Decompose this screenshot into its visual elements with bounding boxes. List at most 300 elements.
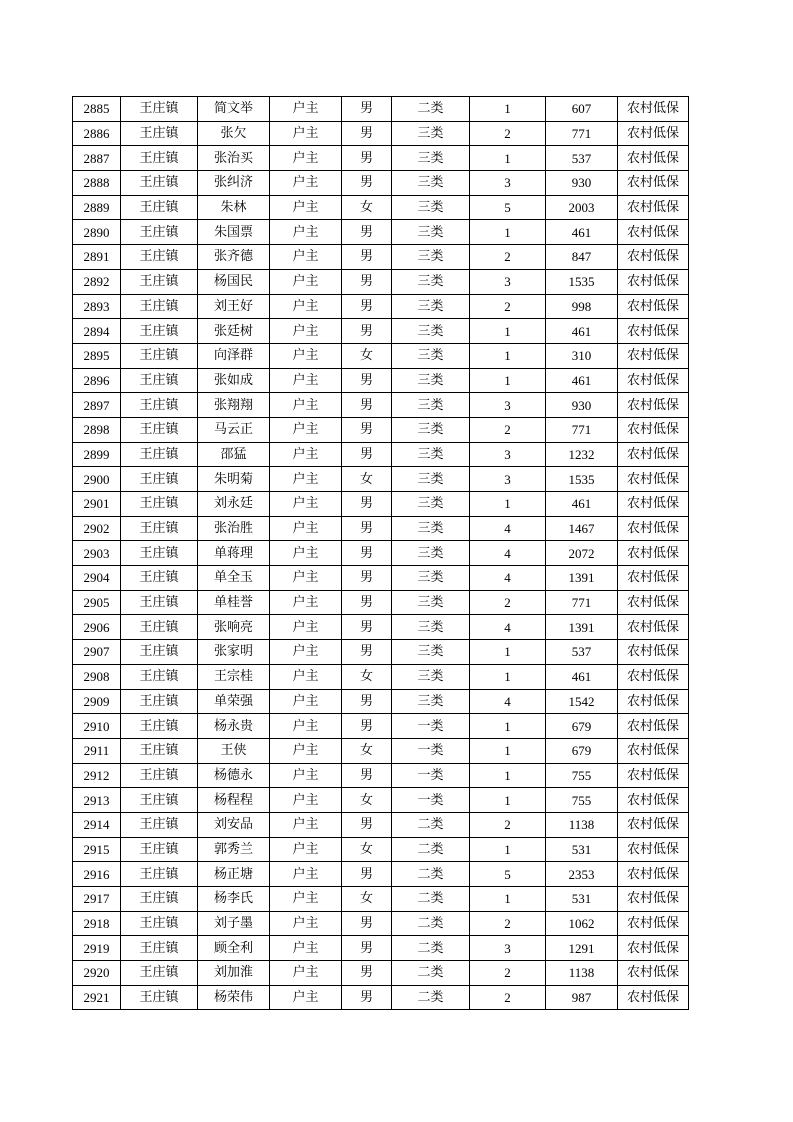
cell-program: 农村低保	[618, 368, 689, 393]
cell-amount: 1138	[546, 961, 618, 986]
table-row	[73, 689, 689, 714]
table-row	[73, 442, 689, 467]
cell-town: 王庄镇	[121, 936, 198, 961]
table-row	[73, 566, 689, 591]
cell-name: 杨李氏	[198, 887, 270, 912]
cell-household-size: 5	[470, 195, 546, 220]
cell-record-number: 2906	[73, 615, 121, 640]
cell-amount: 1542	[546, 689, 618, 714]
cell-name: 刘王好	[198, 294, 270, 319]
cell-amount: 1467	[546, 516, 618, 541]
cell-name: 杨永贵	[198, 714, 270, 739]
table-row	[73, 220, 689, 245]
cell-category: 三类	[392, 615, 470, 640]
cell-record-number: 2916	[73, 862, 121, 887]
cell-category: 二类	[392, 936, 470, 961]
cell-name: 张治买	[198, 146, 270, 171]
cell-program: 农村低保	[618, 640, 689, 665]
cell-town: 王庄镇	[121, 985, 198, 1010]
cell-category: 三类	[392, 541, 470, 566]
cell-record-number: 2896	[73, 368, 121, 393]
cell-name: 王侠	[198, 738, 270, 763]
cell-amount: 1391	[546, 566, 618, 591]
cell-household-size: 1	[470, 837, 546, 862]
cell-amount: 461	[546, 492, 618, 517]
cell-program: 农村低保	[618, 516, 689, 541]
table-row	[73, 738, 689, 763]
cell-gender: 男	[342, 936, 392, 961]
cell-amount: 2072	[546, 541, 618, 566]
cell-program: 农村低保	[618, 961, 689, 986]
cell-relation: 户主	[270, 121, 342, 146]
cell-amount: 537	[546, 146, 618, 171]
cell-relation: 户主	[270, 862, 342, 887]
cell-relation: 户主	[270, 442, 342, 467]
cell-amount: 930	[546, 393, 618, 418]
cell-program: 农村低保	[618, 195, 689, 220]
cell-category: 二类	[392, 812, 470, 837]
table-row	[73, 788, 689, 813]
cell-gender: 男	[342, 319, 392, 344]
cell-household-size: 1	[470, 220, 546, 245]
cell-town: 王庄镇	[121, 788, 198, 813]
table-row	[73, 195, 689, 220]
cell-town: 王庄镇	[121, 269, 198, 294]
cell-program: 农村低保	[618, 887, 689, 912]
cell-household-size: 1	[470, 640, 546, 665]
table-row	[73, 837, 689, 862]
cell-town: 王庄镇	[121, 417, 198, 442]
cell-gender: 男	[342, 393, 392, 418]
cell-gender: 男	[342, 862, 392, 887]
table-row	[73, 492, 689, 517]
cell-amount: 461	[546, 664, 618, 689]
cell-town: 王庄镇	[121, 492, 198, 517]
table-row	[73, 97, 689, 122]
cell-program: 农村低保	[618, 393, 689, 418]
cell-town: 王庄镇	[121, 220, 198, 245]
cell-household-size: 1	[470, 788, 546, 813]
table-row	[73, 763, 689, 788]
cell-town: 王庄镇	[121, 467, 198, 492]
cell-gender: 男	[342, 590, 392, 615]
cell-category: 三类	[392, 121, 470, 146]
table-row	[73, 615, 689, 640]
cell-amount: 771	[546, 417, 618, 442]
cell-program: 农村低保	[618, 714, 689, 739]
cell-name: 朱林	[198, 195, 270, 220]
cell-town: 王庄镇	[121, 590, 198, 615]
cell-household-size: 1	[470, 664, 546, 689]
cell-relation: 户主	[270, 936, 342, 961]
cell-household-size: 2	[470, 121, 546, 146]
cell-relation: 户主	[270, 763, 342, 788]
cell-relation: 户主	[270, 294, 342, 319]
cell-name: 张家明	[198, 640, 270, 665]
cell-amount: 607	[546, 97, 618, 122]
cell-household-size: 2	[470, 812, 546, 837]
cell-amount: 930	[546, 171, 618, 196]
cell-program: 农村低保	[618, 171, 689, 196]
cell-relation: 户主	[270, 146, 342, 171]
cell-relation: 户主	[270, 343, 342, 368]
cell-category: 三类	[392, 664, 470, 689]
cell-record-number: 2909	[73, 689, 121, 714]
cell-relation: 户主	[270, 738, 342, 763]
cell-relation: 户主	[270, 812, 342, 837]
cell-record-number: 2887	[73, 146, 121, 171]
cell-gender: 男	[342, 812, 392, 837]
cell-program: 农村低保	[618, 689, 689, 714]
cell-town: 王庄镇	[121, 343, 198, 368]
cell-relation: 户主	[270, 417, 342, 442]
cell-relation: 户主	[270, 714, 342, 739]
cell-category: 三类	[392, 245, 470, 270]
cell-category: 三类	[392, 442, 470, 467]
cell-gender: 男	[342, 368, 392, 393]
cell-record-number: 2918	[73, 911, 121, 936]
cell-name: 单全玉	[198, 566, 270, 591]
cell-household-size: 3	[470, 936, 546, 961]
cell-name: 单蒋理	[198, 541, 270, 566]
cell-program: 农村低保	[618, 146, 689, 171]
cell-gender: 男	[342, 97, 392, 122]
cell-category: 三类	[392, 269, 470, 294]
cell-category: 三类	[392, 294, 470, 319]
cell-program: 农村低保	[618, 467, 689, 492]
cell-record-number: 2907	[73, 640, 121, 665]
cell-program: 农村低保	[618, 319, 689, 344]
cell-gender: 男	[342, 245, 392, 270]
cell-category: 一类	[392, 788, 470, 813]
cell-gender: 男	[342, 763, 392, 788]
table-row	[73, 393, 689, 418]
cell-gender: 男	[342, 615, 392, 640]
cell-relation: 户主	[270, 467, 342, 492]
cell-gender: 男	[342, 689, 392, 714]
cell-household-size: 2	[470, 245, 546, 270]
cell-gender: 男	[342, 146, 392, 171]
cell-program: 农村低保	[618, 615, 689, 640]
cell-program: 农村低保	[618, 664, 689, 689]
cell-town: 王庄镇	[121, 738, 198, 763]
cell-amount: 461	[546, 368, 618, 393]
cell-program: 农村低保	[618, 442, 689, 467]
cell-amount: 531	[546, 837, 618, 862]
cell-program: 农村低保	[618, 985, 689, 1010]
table-row	[73, 887, 689, 912]
cell-record-number: 2893	[73, 294, 121, 319]
cell-program: 农村低保	[618, 936, 689, 961]
cell-household-size: 1	[470, 714, 546, 739]
cell-program: 农村低保	[618, 294, 689, 319]
cell-gender: 男	[342, 911, 392, 936]
cell-household-size: 3	[470, 269, 546, 294]
cell-record-number: 2892	[73, 269, 121, 294]
cell-town: 王庄镇	[121, 640, 198, 665]
cell-amount: 1535	[546, 269, 618, 294]
cell-amount: 771	[546, 590, 618, 615]
cell-program: 农村低保	[618, 97, 689, 122]
cell-program: 农村低保	[618, 812, 689, 837]
cell-town: 王庄镇	[121, 442, 198, 467]
cell-gender: 男	[342, 961, 392, 986]
cell-name: 朱国票	[198, 220, 270, 245]
table-body	[73, 97, 689, 1010]
cell-record-number: 2912	[73, 763, 121, 788]
cell-amount: 1291	[546, 936, 618, 961]
cell-household-size: 1	[470, 343, 546, 368]
cell-gender: 女	[342, 664, 392, 689]
cell-program: 农村低保	[618, 590, 689, 615]
table-row	[73, 664, 689, 689]
cell-name: 张纠济	[198, 171, 270, 196]
cell-program: 农村低保	[618, 269, 689, 294]
cell-category: 三类	[392, 689, 470, 714]
cell-household-size: 1	[470, 887, 546, 912]
cell-household-size: 2	[470, 417, 546, 442]
cell-amount: 2003	[546, 195, 618, 220]
table-row	[73, 936, 689, 961]
cell-household-size: 1	[470, 146, 546, 171]
cell-amount: 2353	[546, 862, 618, 887]
cell-relation: 户主	[270, 541, 342, 566]
cell-town: 王庄镇	[121, 911, 198, 936]
cell-record-number: 2903	[73, 541, 121, 566]
cell-name: 杨德永	[198, 763, 270, 788]
cell-category: 三类	[392, 343, 470, 368]
cell-record-number: 2902	[73, 516, 121, 541]
cell-program: 农村低保	[618, 492, 689, 517]
cell-category: 三类	[392, 640, 470, 665]
cell-gender: 女	[342, 837, 392, 862]
cell-name: 杨国民	[198, 269, 270, 294]
cell-town: 王庄镇	[121, 689, 198, 714]
cell-town: 王庄镇	[121, 566, 198, 591]
cell-gender: 女	[342, 788, 392, 813]
table-row	[73, 294, 689, 319]
cell-record-number: 2886	[73, 121, 121, 146]
cell-household-size: 1	[470, 763, 546, 788]
cell-gender: 男	[342, 566, 392, 591]
cell-name: 杨荣伟	[198, 985, 270, 1010]
cell-town: 王庄镇	[121, 961, 198, 986]
cell-name: 向泽群	[198, 343, 270, 368]
cell-record-number: 2910	[73, 714, 121, 739]
cell-relation: 户主	[270, 220, 342, 245]
cell-gender: 男	[342, 442, 392, 467]
cell-household-size: 3	[470, 442, 546, 467]
cell-category: 三类	[392, 417, 470, 442]
cell-category: 一类	[392, 714, 470, 739]
cell-relation: 户主	[270, 788, 342, 813]
cell-category: 三类	[392, 368, 470, 393]
cell-record-number: 2897	[73, 393, 121, 418]
cell-relation: 户主	[270, 245, 342, 270]
cell-relation: 户主	[270, 97, 342, 122]
cell-program: 农村低保	[618, 788, 689, 813]
cell-household-size: 5	[470, 862, 546, 887]
cell-amount: 1062	[546, 911, 618, 936]
table-row	[73, 541, 689, 566]
cell-relation: 户主	[270, 837, 342, 862]
cell-record-number: 2905	[73, 590, 121, 615]
cell-household-size: 1	[470, 97, 546, 122]
cell-record-number: 2913	[73, 788, 121, 813]
cell-record-number: 2914	[73, 812, 121, 837]
cell-gender: 男	[342, 417, 392, 442]
table-row	[73, 516, 689, 541]
cell-household-size: 4	[470, 541, 546, 566]
cell-relation: 户主	[270, 664, 342, 689]
cell-amount: 1232	[546, 442, 618, 467]
cell-record-number: 2894	[73, 319, 121, 344]
cell-town: 王庄镇	[121, 714, 198, 739]
cell-amount: 679	[546, 714, 618, 739]
cell-category: 三类	[392, 566, 470, 591]
cell-gender: 男	[342, 516, 392, 541]
cell-amount: 1138	[546, 812, 618, 837]
cell-name: 单荣强	[198, 689, 270, 714]
cell-record-number: 2898	[73, 417, 121, 442]
cell-town: 王庄镇	[121, 887, 198, 912]
cell-record-number: 2911	[73, 738, 121, 763]
cell-gender: 男	[342, 294, 392, 319]
cell-category: 三类	[392, 492, 470, 517]
cell-category: 三类	[392, 220, 470, 245]
cell-category: 三类	[392, 467, 470, 492]
cell-category: 三类	[392, 146, 470, 171]
cell-category: 二类	[392, 97, 470, 122]
beneficiary-table	[72, 96, 689, 1010]
cell-household-size: 1	[470, 492, 546, 517]
cell-gender: 男	[342, 171, 392, 196]
table-row	[73, 121, 689, 146]
table-row	[73, 714, 689, 739]
cell-relation: 户主	[270, 393, 342, 418]
cell-category: 三类	[392, 590, 470, 615]
cell-record-number: 2895	[73, 343, 121, 368]
cell-program: 农村低保	[618, 763, 689, 788]
cell-gender: 男	[342, 220, 392, 245]
cell-name: 顾全利	[198, 936, 270, 961]
cell-category: 三类	[392, 319, 470, 344]
table-row	[73, 417, 689, 442]
cell-household-size: 2	[470, 590, 546, 615]
cell-gender: 女	[342, 887, 392, 912]
cell-household-size: 2	[470, 961, 546, 986]
cell-category: 二类	[392, 985, 470, 1010]
cell-record-number: 2899	[73, 442, 121, 467]
cell-name: 刘加淮	[198, 961, 270, 986]
cell-relation: 户主	[270, 516, 342, 541]
cell-record-number: 2888	[73, 171, 121, 196]
cell-program: 农村低保	[618, 417, 689, 442]
cell-relation: 户主	[270, 195, 342, 220]
cell-program: 农村低保	[618, 862, 689, 887]
cell-town: 王庄镇	[121, 319, 198, 344]
cell-amount: 531	[546, 887, 618, 912]
cell-amount: 771	[546, 121, 618, 146]
table-row	[73, 245, 689, 270]
cell-household-size: 2	[470, 911, 546, 936]
table-row	[73, 269, 689, 294]
table-row	[73, 343, 689, 368]
cell-program: 农村低保	[618, 220, 689, 245]
cell-category: 三类	[392, 516, 470, 541]
cell-record-number: 2889	[73, 195, 121, 220]
cell-category: 二类	[392, 862, 470, 887]
cell-gender: 男	[342, 640, 392, 665]
cell-relation: 户主	[270, 640, 342, 665]
cell-town: 王庄镇	[121, 812, 198, 837]
cell-name: 郭秀兰	[198, 837, 270, 862]
cell-town: 王庄镇	[121, 862, 198, 887]
cell-household-size: 3	[470, 467, 546, 492]
cell-name: 朱明菊	[198, 467, 270, 492]
table-row	[73, 590, 689, 615]
cell-record-number: 2915	[73, 837, 121, 862]
cell-name: 张响亮	[198, 615, 270, 640]
cell-name: 邵猛	[198, 442, 270, 467]
cell-gender: 女	[342, 738, 392, 763]
cell-name: 刘永廷	[198, 492, 270, 517]
cell-category: 一类	[392, 763, 470, 788]
cell-name: 张如成	[198, 368, 270, 393]
cell-gender: 女	[342, 467, 392, 492]
cell-category: 二类	[392, 837, 470, 862]
cell-gender: 男	[342, 121, 392, 146]
cell-town: 王庄镇	[121, 195, 198, 220]
cell-amount: 1391	[546, 615, 618, 640]
cell-category: 三类	[392, 393, 470, 418]
cell-name: 杨程程	[198, 788, 270, 813]
cell-amount: 755	[546, 788, 618, 813]
cell-gender: 男	[342, 714, 392, 739]
cell-program: 农村低保	[618, 343, 689, 368]
cell-record-number: 2900	[73, 467, 121, 492]
cell-name: 王宗桂	[198, 664, 270, 689]
cell-town: 王庄镇	[121, 393, 198, 418]
cell-name: 刘安品	[198, 812, 270, 837]
table-row	[73, 467, 689, 492]
cell-town: 王庄镇	[121, 97, 198, 122]
cell-amount: 461	[546, 319, 618, 344]
cell-name: 刘子墨	[198, 911, 270, 936]
cell-category: 二类	[392, 961, 470, 986]
table-row	[73, 961, 689, 986]
cell-household-size: 4	[470, 615, 546, 640]
cell-gender: 男	[342, 492, 392, 517]
cell-name: 张欠	[198, 121, 270, 146]
cell-record-number: 2904	[73, 566, 121, 591]
table-row	[73, 862, 689, 887]
cell-relation: 户主	[270, 492, 342, 517]
cell-amount: 537	[546, 640, 618, 665]
cell-amount: 998	[546, 294, 618, 319]
cell-town: 王庄镇	[121, 837, 198, 862]
cell-record-number: 2891	[73, 245, 121, 270]
cell-category: 三类	[392, 195, 470, 220]
cell-gender: 男	[342, 541, 392, 566]
cell-amount: 461	[546, 220, 618, 245]
table-row	[73, 171, 689, 196]
cell-category: 二类	[392, 911, 470, 936]
cell-name: 单桂誉	[198, 590, 270, 615]
cell-program: 农村低保	[618, 121, 689, 146]
table-row	[73, 985, 689, 1010]
cell-record-number: 2920	[73, 961, 121, 986]
